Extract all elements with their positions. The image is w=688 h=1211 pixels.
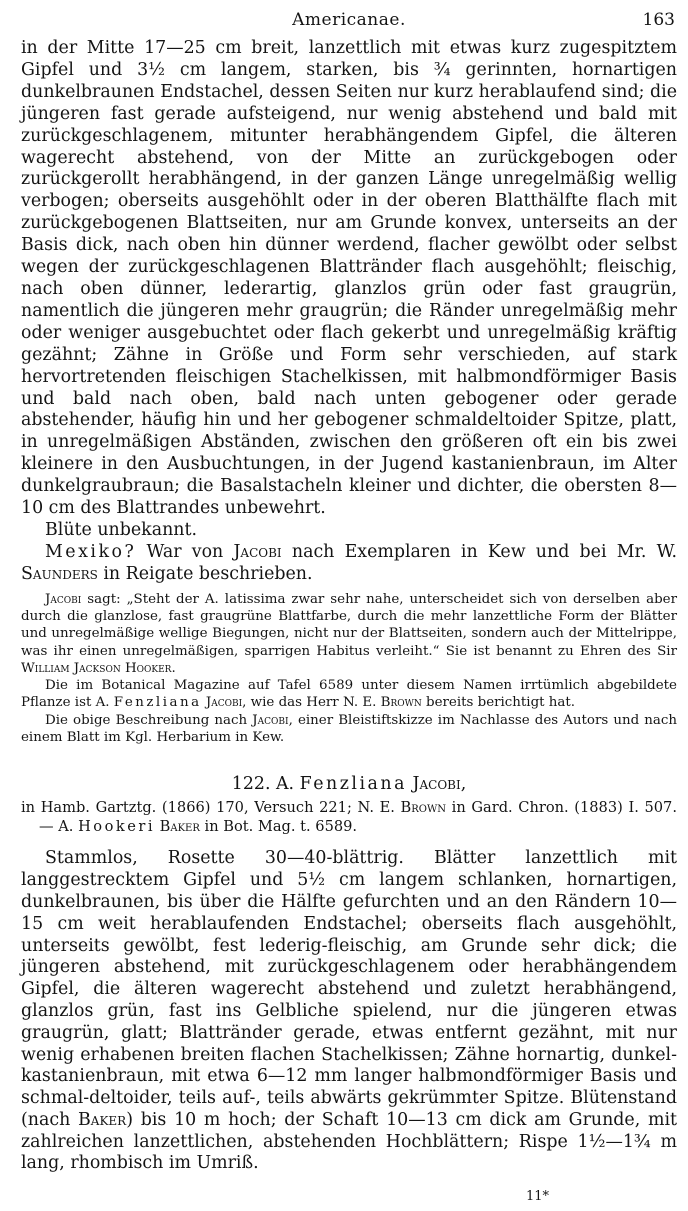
author-name: Jacobi — [412, 774, 461, 795]
note-paragraph — [21, 591, 677, 677]
author-name: Jacobi — [45, 591, 82, 607]
signature-mark: 11* — [526, 1189, 550, 1204]
note-paragraph — [21, 677, 677, 712]
author-name: Jacobi — [252, 712, 289, 728]
habitat-text: in Reigate beschrieben. — [97, 563, 313, 584]
species-name: Hookeri — [78, 817, 155, 835]
species-name: Fenzliana — [299, 774, 407, 795]
page-header — [21, 0, 677, 38]
species-name: Fenzliana — [113, 695, 202, 711]
author-name: Jacobi — [205, 695, 243, 711]
book-page — [21, 0, 677, 1211]
person-name: Brown — [380, 695, 422, 711]
description-paragraph — [21, 848, 677, 1175]
description-text: ) bis 10 m hoch; der Schaft 10—13 cm dick am Grunde, mit zahlreichen lanzettlichen, abstehenden Hochblättern; Rispe 1½—1¾ m lang, rhombisch im Umriß. — [21, 1109, 677, 1174]
notes-block — [21, 591, 677, 747]
habitat-text: nach Exemplaren in Kew und bei Mr. W. — [281, 541, 678, 562]
author-name: Baker — [78, 1109, 127, 1130]
note-text: Die im Botanical Magazine auf Tafel 6589 unter diesem Namen irrtümlich abgebildete Pflanze ist A. — [21, 678, 677, 711]
habitat-paragraph — [21, 542, 677, 586]
citation-block — [21, 799, 677, 836]
species-heading — [21, 773, 677, 795]
note-text: Die obige Beschreibung nach — [45, 712, 253, 728]
heading-punctuation: , — [460, 774, 467, 795]
author-name: Saunders — [21, 563, 98, 584]
description-block — [21, 848, 677, 1175]
citation-paragraph — [21, 799, 677, 836]
continued-paragraph: in der Mitte 17—25 cm breit, lanzettlich mit etwas kurz zugespitztem Gipfel und 3½ cm langem, starken, bis ¾ gerinnten, hornartigen dunkelbraunen Endstachel, dessen Seiten nur kurz herablaufend sind; die jüngeren fast gerade aufsteigend, nur wenig abstehend und bald mit zurückgeschlagenem, mitunter herabhängendem Gipfel, die älteren wagerecht abstehend, von der Mitte an zurückgebogen oder zurückgerollt herabhängend, in der ganzen Länge unregelmäßig wellig verbogen; oberseits ausgehöhlt oder in der oberen Blatthälfte flach mit zurückgebogenen Blattseiten, nur am Grunde konvex, unterseits an der Basis dick, nach oben hin dünner werdend, flacher gewölbt oder selbst wegen der zurückgeschlagenen Blattränder flach ausgehöhlt; fleischig, nach oben dünner, lederartig, glanzlos grün oder fast graugrün, namentlich die jüngeren mehr graugrün; die Ränder unregelmäßig mehr oder weniger ausgebuchtet oder flach gekerbt und unregelmäßig kräftig gezähnt; Zähne in Größe und Form sehr verschieden, auf stark hervortretenden fleischigen Stachelkissen, mit halbmondförmiger Basis und bald nach oben, bald nach unten gebogener oder gerade abstehender, häufig hin und her gebogener schmaldeltoider Spitze, platt, in unregelmäßigen Abständen, zwischen den größeren oft ein bis zwei kleinere in den Ausbuchtungen, in der Jugend kastanienbraun, im Alter dunkelgraubraun; die Basalstacheln kleiner und dichter, die obersten 8—10 cm des Blattrandes unbewehrt. — [21, 38, 677, 519]
description-text: Stammlos, Rosette 30—40-blättrig. Blätter lanzettlich mit langgestrecktem Gipfel und 5½ cm langem schlanken, hornartigen, dunkelbraunen, bis über die Hälfte gefurchten und an den Rändern 10—15 cm weit herablaufenden Endstachel; oberseits flach ausgehöhlt, unterseits gewölbt, fest lederig-fleischig, am Grunde sehr dick; die jüngeren abstehend, mit zurückgeschlagenem oder herabhängendem Gipfel, die älteren wagerecht abstehend und zuletzt herabhängend, glanzlos grün, fast ins Gelbliche spielend, nur die jüngeren etwas graugrün, glatt; Blattränder gerade, etwas entfernt gezähnt, mit nur wenig erhabenen breiten flachen Stachelkissen; Zähne hornartig, dunkel-kastanienbraun, mit etwa 6—12 mm langer halbmondförmiger Basis und schmal-deltoider, teils auf-, teils abwärts gekrümmter Spitze. Blütenstand (nach — [21, 848, 677, 1130]
note-paragraph — [21, 712, 677, 747]
note-text: , einer Bleistiftskizze im Nachlasse des Autors und nach einem Blatt im Kgl. Herbarium in Kew. — [21, 712, 677, 746]
author-name: Baker — [159, 817, 200, 835]
citation-text: in Gard. Chron. (1883) I. 507. — A. — [39, 799, 677, 835]
note-text: sagt: „Steht der A. latissima zwar sehr nahe, unterscheidet sich von derselben aber durch die glanzlose, fast graugrüne Blattfarbe, durch die mehr lanzettliche Form der Blätter und unregelmäßige wellige Biegungen, nicht nur der Blattseiten, sondern auch der Mittelrippe, was ihr einen unregelmäßigen, sparrigen Habitus verleiht.“ Sie ist benannt zu Ehren des Sir — [21, 591, 677, 659]
bloom-paragraph: Blüte unbekannt. — [45, 519, 197, 540]
note-text: , wie das Herr N. E. — [242, 695, 381, 711]
page-number: 163 — [642, 10, 675, 30]
main-text-block — [21, 38, 677, 586]
person-name: William Jackson Hooker — [21, 660, 172, 676]
running-head: Americanae. — [292, 10, 406, 30]
citation-text: in Bot. Mag. t. 6589. — [199, 817, 358, 835]
author-name: Brown — [400, 799, 447, 817]
habitat-place: Mexiko? — [45, 541, 137, 562]
species-number: 122. A. — [231, 774, 300, 795]
habitat-text: War von — [136, 541, 234, 562]
citation-text: in Hamb. Gartztg. (1866) 170, Versuch 221; N. E. — [21, 799, 401, 817]
note-text: bereits berichtigt hat. — [421, 695, 576, 711]
author-name: Jacobi — [233, 541, 282, 562]
note-text: . — [171, 660, 176, 676]
